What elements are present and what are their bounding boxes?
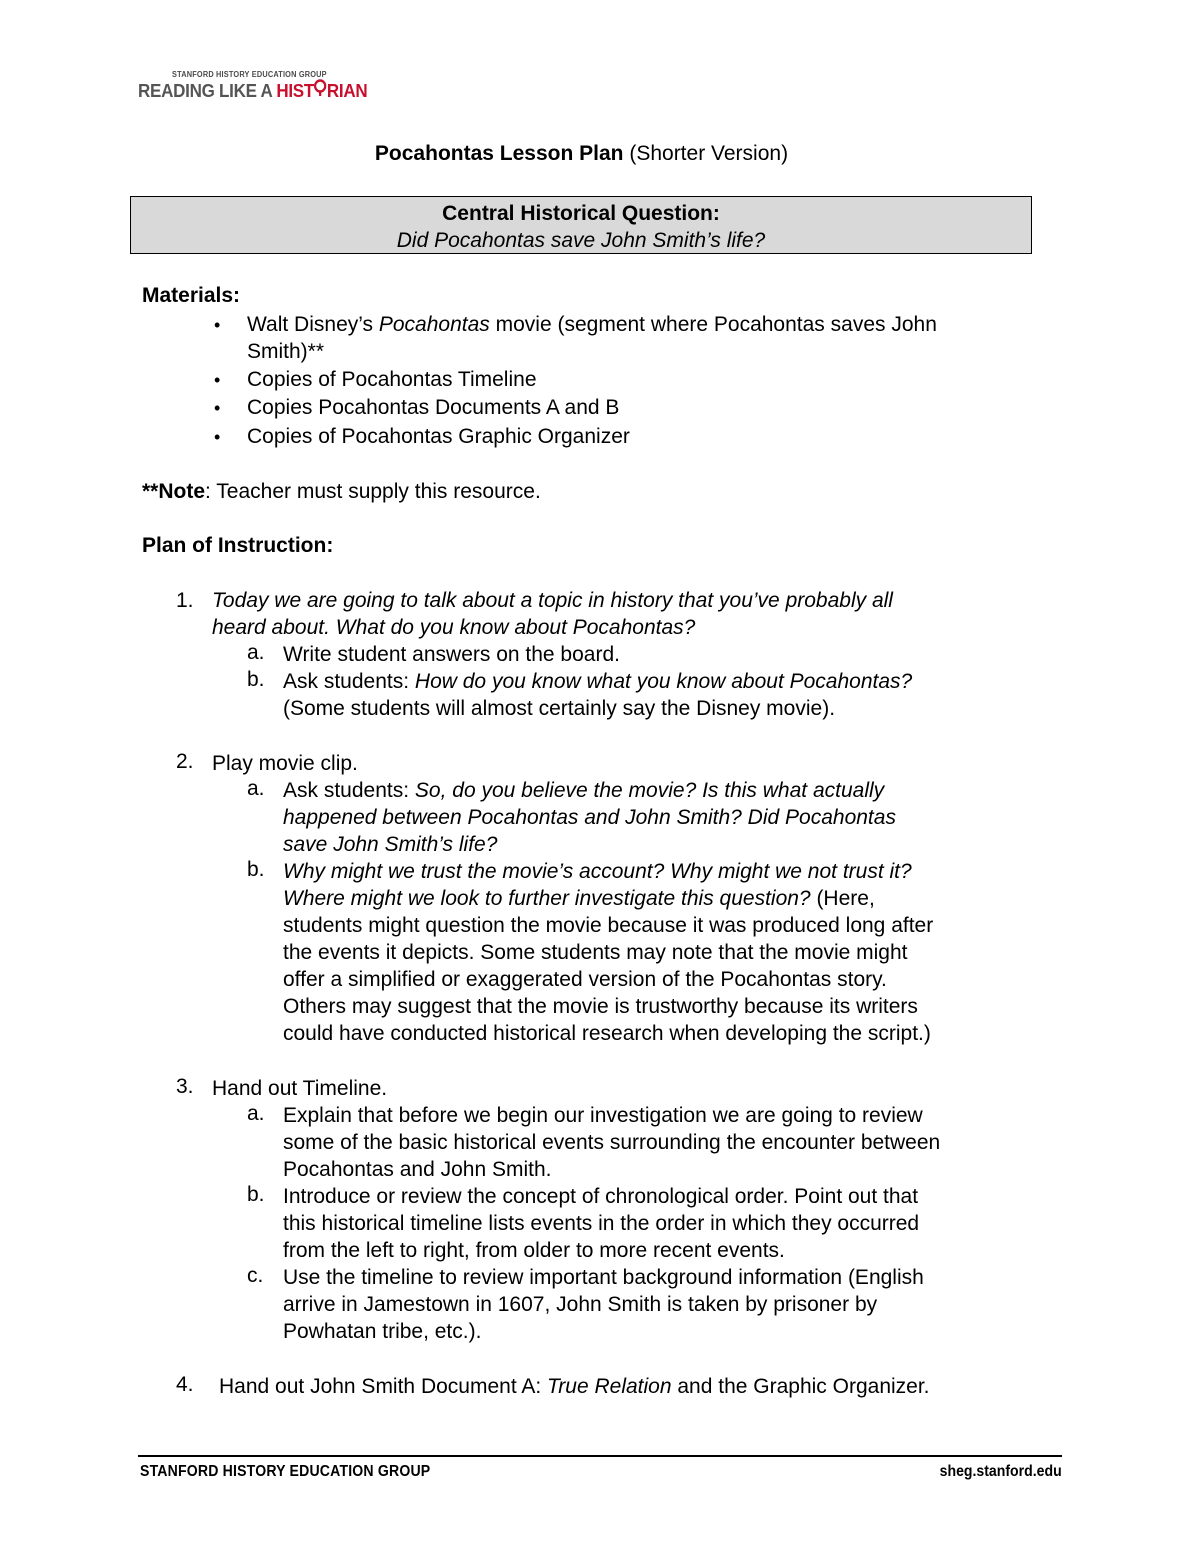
logo-wordmark [138, 80, 367, 102]
logo-text-3: RIAN [326, 80, 368, 101]
step-1b-marker: b. [247, 668, 265, 691]
footer-divider [138, 1455, 1062, 1457]
step-3b-line-3: from the left to right, from older to more recent events. [283, 1239, 785, 1262]
material-item-4: Copies of Pocahontas Graphic Organizer [247, 425, 630, 448]
step-1b-line-1 [283, 668, 912, 695]
step-2-number: 2. [176, 750, 194, 773]
footer-url: sheg.stanford.edu [939, 1463, 1062, 1480]
step-2-text: Play movie clip. [212, 752, 358, 775]
material-item-1-cont: Smith)** [247, 340, 325, 363]
step-2b-text-2b: (Here, [810, 887, 875, 910]
step-1b-line-2: (Some students will almost certainly say the Disney movie). [283, 697, 836, 720]
teacher-note [142, 478, 541, 505]
note-rest: : Teacher must supply this resource. [205, 480, 541, 503]
plan-heading: Plan of Instruction: [142, 534, 334, 557]
step-4-text-c: and the Graphic Organizer. [671, 1375, 930, 1398]
step-3a-line-1: Explain that before we begin our investigation we are going to review [283, 1104, 923, 1127]
step-3b-marker: b. [247, 1183, 265, 1206]
bullet-icon: • [214, 398, 221, 418]
bullet-icon: • [214, 370, 221, 390]
material-item-3: Copies Pocahontas Documents A and B [247, 396, 620, 419]
step-1-text-2: heard about. What do you know about Pocahontas? [212, 616, 696, 639]
step-1a-marker: a. [247, 641, 265, 664]
logo-text-2: HIST [276, 80, 315, 101]
logo-org-name: STANFORD HISTORY EDUCATION GROUP [172, 70, 327, 79]
step-4-text-a: Hand out John Smith Document A: [219, 1375, 548, 1398]
step-3a-line-2: some of the basic historical events surrounding the encounter between [283, 1131, 941, 1154]
step-2b-line-1 [283, 858, 912, 885]
step-2a-marker: a. [247, 777, 265, 800]
step-1b-text-a: Ask students: [283, 670, 415, 693]
step-2a-text-a: Ask students: [283, 779, 415, 802]
logo-text-1: READING LIKE A [138, 80, 277, 101]
footer-org: STANFORD HISTORY EDUCATION GROUP [140, 1463, 431, 1480]
material-item-1 [247, 311, 937, 338]
step-2a-text-3: save John Smith’s life? [283, 833, 498, 856]
material-item-1-text-b: Pocahontas [378, 313, 490, 336]
step-1-line-1 [212, 587, 893, 614]
step-2b-line-3: students might question the movie because it was produced long after [283, 914, 934, 937]
material-item-1-text-a: Walt Disney’s [247, 313, 379, 336]
step-3c-line-3: Powhatan tribe, etc.). [283, 1320, 482, 1343]
step-3b-line-2: this historical timeline lists events in the order in which they occurred [283, 1212, 920, 1235]
step-1-number: 1. [176, 589, 194, 612]
step-2a-line-3 [283, 831, 497, 858]
step-4-number: 4. [176, 1373, 194, 1396]
logo [138, 68, 378, 108]
step-3a-line-3: Pocahontas and John Smith. [283, 1158, 552, 1181]
step-1-line-2 [212, 614, 695, 641]
step-3a-marker: a. [247, 1102, 265, 1125]
central-question-text: Did Pocahontas save John Smith’s life? [396, 229, 766, 252]
step-2a-line-2 [283, 804, 896, 831]
step-2b-line-4: the events it depicts. Some students may note that the movie might [283, 941, 908, 964]
step-2a-line-1 [283, 777, 884, 804]
step-3-number: 3. [176, 1075, 194, 1098]
step-3c-line-1: Use the timeline to review important background information (English [283, 1266, 924, 1289]
step-2b-line-2 [283, 885, 875, 912]
step-3-text: Hand out Timeline. [212, 1077, 388, 1100]
step-2b-line-7: could have conducted historical research when developing the script.) [283, 1022, 931, 1045]
material-item-1-text-c: movie (segment where Pocahontas saves John [489, 313, 937, 336]
step-4-text-b: True Relation [547, 1375, 672, 1398]
central-question-box [130, 196, 1032, 254]
magnifier-icon [314, 83, 327, 97]
materials-heading: Materials: [142, 284, 241, 307]
step-1-text-1: Today we are going to talk about a topic in history that you’ve probably all [212, 589, 893, 612]
step-2b-marker: b. [247, 858, 265, 881]
step-2b-text-1: Why might we trust the movie’s account? Why might we not trust it? [283, 860, 912, 883]
material-item-2: Copies of Pocahontas Timeline [247, 368, 537, 391]
step-2b-line-5: offer a simplified or exaggerated version of the Pocahontas story. [283, 968, 887, 991]
step-3c-marker: c. [247, 1264, 264, 1287]
bullet-icon: • [214, 315, 221, 335]
title-rest: (Shorter Version) [623, 142, 789, 165]
step-2a-text-b: So, do you believe the movie? Is this what actually [414, 779, 885, 802]
step-3b-line-1: Introduce or review the concept of chronological order. Point out that [283, 1185, 919, 1208]
step-2a-text-2: happened between Pocahontas and John Smith? Did Pocahontas [283, 806, 896, 829]
step-1b-text-b: How do you know what you know about Pocahontas? [414, 670, 913, 693]
step-3c-line-2: arrive in Jamestown in 1607, John Smith is taken by prisoner by [283, 1293, 878, 1316]
note-bold: **Note [142, 480, 206, 503]
step-4-text [219, 1373, 930, 1400]
bullet-icon: • [214, 427, 221, 447]
step-1a-text: Write student answers on the board. [283, 643, 620, 666]
central-question-heading: Central Historical Question: [442, 202, 720, 225]
title-bold: Pocahontas Lesson Plan [374, 142, 624, 165]
step-2b-text-2a: Where might we look to further investigate this question? [283, 887, 811, 910]
step-2b-line-6: Others may suggest that the movie is trustworthy because its writers [283, 995, 918, 1018]
page-title [0, 142, 1163, 166]
